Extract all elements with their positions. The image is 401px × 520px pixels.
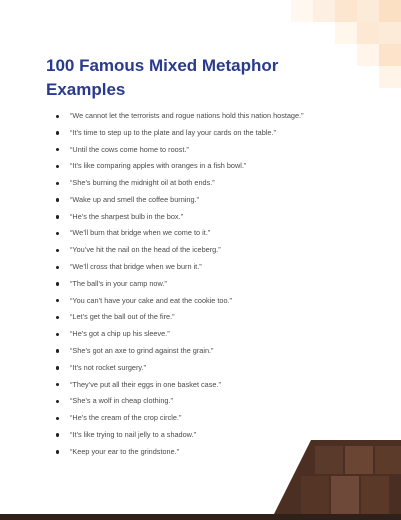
bullet-icon [56,400,59,403]
bullet-icon [56,215,59,218]
list-item [55,411,315,426]
bullet-icon [56,316,59,319]
bullet-icon [56,232,59,235]
bullet-icon [56,182,59,185]
list-item [55,109,315,124]
bullet-icon [56,131,59,134]
list-item-text: “He’s got a chip up his sleeve.” [70,329,170,339]
list-item [55,394,315,409]
list-item-text: “He’s the sharpest bulb in the box.” [70,211,184,221]
list-item [55,210,315,225]
list-item-text: “We’ll burn that bridge when we come to it.” [70,228,211,238]
list-item-text: “It’s time to step up to the plate and lay your cards on the table.” [70,127,276,137]
list-item-text: “You’ve hit the nail on the head of the iceberg.” [70,245,221,255]
list-item [55,159,315,174]
list-item-text: “They’ve put all their eggs in one basket case.” [70,379,221,389]
list-item [55,344,315,359]
page-title: 100 Famous Mixed Metaphor Examples [46,56,279,99]
bullet-icon [56,266,59,269]
list-item-text: “We’ll cross that bridge when we burn it.” [70,262,202,272]
list-item-text: “The ball’s in your camp now.” [70,278,167,288]
bullet-icon [56,333,59,336]
corner-pattern-top [291,0,401,110]
list-item [55,143,315,158]
bullet-icon [56,115,59,118]
list-item [55,193,315,208]
bullet-icon [56,366,59,369]
bullet-icon [56,433,59,436]
list-item-text: “She’s got an axe to grind against the grain.” [70,345,214,355]
bullet-icon [56,450,59,453]
list-item-text: “She’s a wolf in cheap clothing.” [70,396,173,406]
bullet-icon [56,299,59,302]
list-item [55,243,315,258]
list-item-text: “Keep your ear to the grindstone.” [70,446,180,456]
list-item-text: “You can’t have your cake and eat the cookie too.” [70,295,232,305]
bullet-icon [56,282,59,285]
list-item [55,445,315,460]
footer-bar [0,514,401,520]
list-item-text: “It’s like trying to nail jelly to a shadow.” [70,429,196,439]
list-item [55,310,315,325]
list-item [55,176,315,191]
list-item-text: “Let’s get the ball out of the fire.” [70,312,175,322]
list-item [55,226,315,241]
list-item [55,327,315,342]
bullet-icon [56,249,59,252]
list-item [55,260,315,275]
list-item [55,428,315,443]
list-item [55,126,315,141]
list-item-text: “It’s like comparing apples with oranges in a fish bowl.” [70,161,247,171]
bullet-icon [56,349,59,352]
list-item [55,294,315,309]
list-item [55,378,315,393]
bullet-icon [56,165,59,168]
examples-list [55,109,315,461]
list-item [55,277,315,292]
list-item-text: “Until the cows come home to roost.” [70,144,189,154]
list-item-text: “She’s burning the midnight oil at both ends.” [70,178,215,188]
list-item-text: “We cannot let the terrorists and rogue nations hold this nation hostage.” [70,111,304,120]
list-item-text: “He’s the cream of the crop circle.” [70,413,182,423]
bullet-icon [56,383,59,386]
bullet-icon [56,198,59,201]
list-item-text: “It’s not rocket surgery.” [70,362,146,372]
list-item [55,361,315,376]
list-item-text: “Wake up and smell the coffee burning.” [70,194,199,204]
bullet-icon [56,148,59,151]
bullet-icon [56,417,59,420]
